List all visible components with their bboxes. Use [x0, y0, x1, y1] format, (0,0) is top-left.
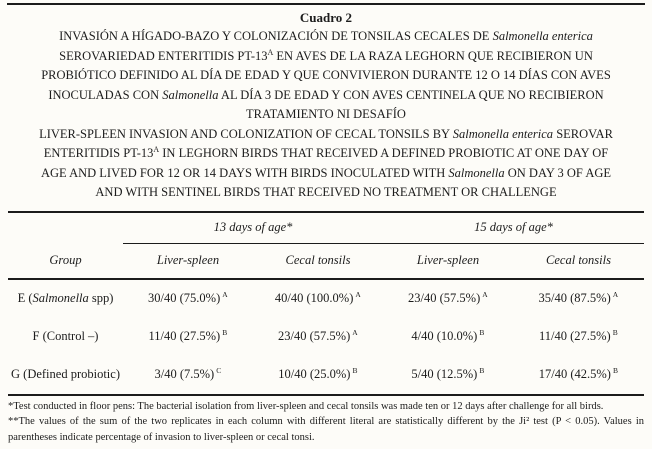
spanner-13-days: 13 days of age* [123, 212, 383, 244]
caption-line-es-2: SEROVARIEDAD ENTERITIDIS $PT-13^A$ EN AVES DE LA RAZA LEGHORN QUE RECIBIERON UN [59, 47, 593, 63]
caption-line-en-2: ENTERITIDIS $PT-13^A$ IN LEGHORN BIRDS THAT RECEIVED A DEFINED PROBIOTIC AT ONE DAY OF [43, 144, 609, 160]
caption-line-es-4: INOCULADAS CON Salmonella AL DÍA 3 DE EDAD Y CON AVES CENTINELA QUE NO RECIBIERON [48, 87, 604, 102]
group-label: E ( [17, 291, 33, 305]
caption-line-es-3: PROBIÓTICO DEFINIDO AL DÍA DE EDAD Y QUE CONVIVIERON DURANTE 12 O 14 DÍAS CON AVES [41, 68, 611, 82]
significance-letter: B [612, 327, 619, 337]
caption-line-en-4: AND WITH SENTINEL BIRDS THAT RECEIVED NO TREATMENT OR CHALLENGE [95, 185, 557, 199]
spanner-empty-cell [8, 212, 123, 244]
spanner-header-row [8, 212, 644, 244]
caption-line-en-3: AGE AND LIVED FOR 12 OR 14 DAYS WITH BIRDS INOCULATED WITH Salmonella ON DAY 3 OF AGE [40, 165, 612, 180]
group-label: G (Defined probiotic) [11, 367, 120, 381]
results-table [8, 211, 644, 396]
table-caption [0, 5, 652, 203]
significance-letter: A [612, 289, 619, 299]
significance-letter: B [222, 327, 228, 337]
cell-value: 11/40 (27.5%) [148, 329, 221, 343]
table-row-group-f [8, 318, 644, 356]
caption-line-es-5: TRATAMIENTO NI DESAFÍO [246, 107, 406, 121]
caption-line-en-1: LIVER-SPLEEN INVASION AND COLONIZATION OF CECAL TONSILS BY Salmonella enterica SEROVAR [39, 126, 613, 141]
spanner-15-days: 15 days of age* [383, 212, 644, 244]
data-cell [513, 279, 644, 318]
data-cell [253, 356, 383, 395]
table-row-group-g [8, 356, 644, 395]
footnote-test-conditions: *Test conducted in floor pens: The bacterial isolation from liver-spleen and cecal tonsils was made ten or 12 days after challenge for all birds. [8, 400, 604, 412]
significance-letter: A [222, 289, 228, 299]
significance-letter: B [612, 365, 619, 375]
cell-value: 3/40 (7.5%) [154, 367, 215, 381]
cell-value: 23/40 (57.5%) [278, 329, 351, 343]
table-label: Cuadro 2 [299, 10, 353, 25]
data-cell [383, 318, 513, 356]
group-cell [8, 279, 123, 318]
data-cell [253, 279, 383, 318]
data-cell [123, 279, 253, 318]
footnotes [8, 399, 644, 446]
significance-letter: C [216, 365, 222, 375]
group-cell [8, 318, 123, 356]
column-header-liver-spleen-13: Liver-spleen [123, 243, 253, 279]
significance-letter: A [482, 289, 488, 299]
significance-letter: A [355, 289, 362, 299]
group-label-italic: Salmonella [32, 291, 89, 305]
significance-letter: B [479, 365, 485, 375]
subheader-row [8, 243, 644, 279]
data-cell [383, 279, 513, 318]
cell-value: 10/40 (25.0%) [278, 367, 351, 381]
cell-value: 40/40 (100.0%) [274, 291, 354, 305]
cell-value: 30/40 (75.0%) [148, 291, 221, 305]
column-header-liver-spleen-15: Liver-spleen [383, 243, 513, 279]
data-cell [253, 318, 383, 356]
data-cell [513, 318, 644, 356]
column-header-cecal-tonsils-13: Cecal tonsils [253, 243, 383, 279]
significance-letter: B [479, 327, 485, 337]
column-header-group: Group [8, 243, 123, 279]
significance-letter: B [352, 365, 358, 375]
significance-letter: A [352, 327, 358, 337]
data-cell [123, 318, 253, 356]
column-header-cecal-tonsils-15: Cecal tonsils [513, 243, 644, 279]
cell-value: 5/40 (12.5%) [411, 367, 478, 381]
data-cell [383, 356, 513, 395]
group-label: F (Control –) [32, 329, 99, 343]
cell-value: 4/40 (10.0%) [411, 329, 478, 343]
data-cell [123, 356, 253, 395]
table-figure [0, 3, 652, 445]
group-cell [8, 356, 123, 395]
cell-value: 35/40 (87.5%) [538, 291, 611, 305]
data-cell [513, 356, 644, 395]
table-row-group-e [8, 279, 644, 318]
cell-value: 11/40 (27.5%) [538, 329, 611, 343]
group-label-suffix: spp) [88, 291, 114, 305]
footnote-statistics: **The values of the sum of the two replicates in each column with different literal are statistically different by the Ji² test (P < 0.05). Values in parentheses indicate percentage of invasion to liver-spleen or cecal tonsi. [8, 416, 644, 443]
caption-line-es-1: INVASIÓN A HÍGADO-BAZO Y COLONIZACIÓN DE TONSILAS CECALES DE Salmonella enterica [59, 29, 593, 43]
cell-value: 23/40 (57.5%) [408, 291, 481, 305]
cell-value: 17/40 (42.5%) [538, 367, 611, 381]
